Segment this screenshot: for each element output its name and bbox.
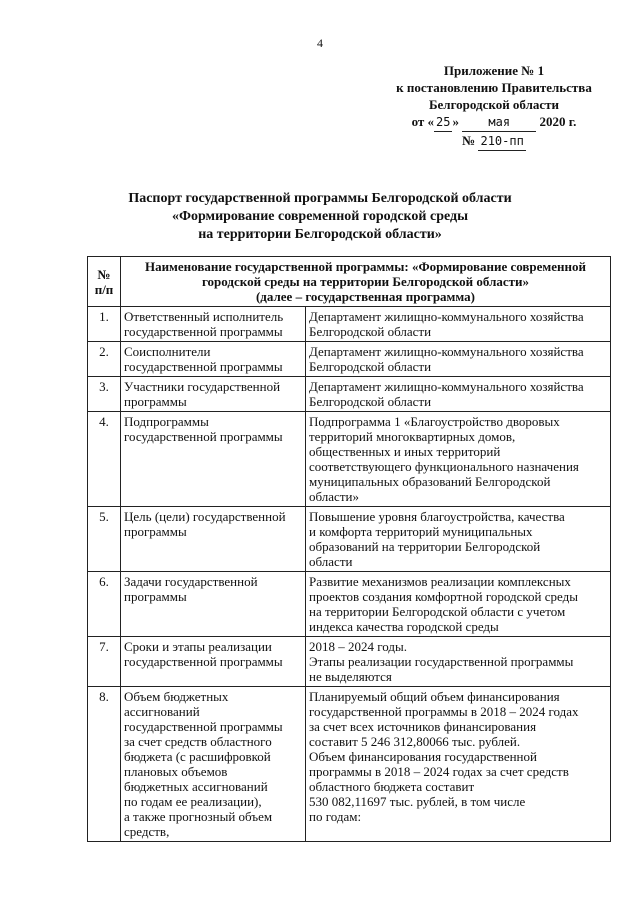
row-number: 1.: [88, 307, 121, 342]
row-label-line: Участники государственной: [124, 379, 281, 394]
row-label-line: по годам ее реализации),: [124, 794, 262, 809]
row-label-line: за счет средств областного: [124, 734, 272, 749]
row-label-line: Подпрограммы: [124, 414, 209, 429]
row-number: 2.: [88, 342, 121, 377]
row-value-line: проектов создания комфортной городской среды: [309, 589, 578, 604]
header-line: (далее – государственная программа): [255, 289, 476, 304]
appendix-number: [384, 132, 604, 151]
row-label-line: Задачи государственной: [124, 574, 258, 589]
number-prefix: №: [462, 133, 476, 148]
row-label: [121, 507, 306, 572]
row-value-line: не выделяются: [309, 669, 392, 684]
appendix-block: [384, 62, 604, 151]
passport-table: [87, 256, 611, 842]
title-line: «Формирование современной городской среды: [171, 209, 469, 224]
date-month: мая: [462, 114, 536, 132]
row-value-line: Подпрограмма 1 «Благоустройство дворовых: [309, 414, 560, 429]
row-value-line: образований на территории Белгородской: [309, 539, 541, 554]
row-value-line: Развитие механизмов реализации комплексных: [309, 574, 571, 589]
row-label-line: средств,: [124, 824, 170, 839]
row-value-line: областного бюджета составит: [309, 779, 475, 794]
row-value-line: муниципальных образований Белгородской: [309, 474, 551, 489]
row-value-line: по годам:: [309, 809, 362, 824]
row-value-line: Департамент жилищно-коммунального хозяйства: [309, 309, 584, 324]
row-label-line: ассигнований: [124, 704, 200, 719]
row-value-line: государственной программы в 2018 – 2024 годах: [309, 704, 579, 719]
row-value: [306, 572, 611, 637]
row-label: [121, 377, 306, 412]
row-label-line: а также прогнозный объем: [124, 809, 273, 824]
row-number: 5.: [88, 507, 121, 572]
row-value-line: области: [309, 554, 353, 569]
row-label-line: Сроки и этапы реализации: [124, 639, 272, 654]
row-number: 3.: [88, 377, 121, 412]
row-value-line: составит 5 246 312,80066 тыс. рублей.: [309, 734, 521, 749]
row-label: [121, 342, 306, 377]
row-value: [306, 412, 611, 507]
row-value-line: Белгородской области: [309, 394, 432, 409]
table-row: [88, 637, 611, 687]
row-label-line: программы: [124, 394, 187, 409]
date-prefix: от «: [411, 114, 435, 129]
row-label: [121, 412, 306, 507]
row-value-line: и комфорта территорий муниципальных: [309, 524, 533, 539]
table-header-row: [88, 257, 611, 307]
row-value-line: Департамент жилищно-коммунального хозяйства: [309, 344, 584, 359]
row-value: [306, 507, 611, 572]
row-value-line: области»: [309, 489, 359, 504]
title-line: Паспорт государственной программы Белгородской области: [128, 191, 512, 206]
row-number: 4.: [88, 412, 121, 507]
row-label: [121, 637, 306, 687]
row-value: [306, 687, 611, 842]
row-label-line: государственной программы: [124, 429, 283, 444]
table-row: [88, 572, 611, 637]
row-value-line: Белгородской области: [309, 324, 432, 339]
row-label-line: государственной программы: [124, 359, 283, 374]
header-number-line: п/п: [94, 281, 114, 297]
row-value: [306, 637, 611, 687]
row-number: 8.: [88, 687, 121, 842]
row-value-line: территорий многоквартирных домов,: [309, 429, 516, 444]
row-value-line: Планируемый общий объем финансирования: [309, 689, 560, 704]
row-value-line: программы в 2018 – 2024 годах за счет средств: [309, 764, 569, 779]
row-label-line: Цель (цели) государственной: [124, 509, 286, 524]
date-day: 25: [434, 114, 452, 132]
table-row: [88, 307, 611, 342]
number-value: 210-пп: [478, 133, 525, 151]
row-number: 6.: [88, 572, 121, 637]
row-label-line: Ответственный исполнитель: [124, 309, 284, 324]
row-value-line: на территории Белгородской области с учетом: [309, 604, 566, 619]
header-line: городской среды на территории Белгородской области»: [201, 274, 530, 289]
row-value-line: за счет всех источников финансирования: [309, 719, 537, 734]
row-label-line: программы: [124, 524, 187, 539]
row-value-line: общественных и иных территорий: [309, 444, 501, 459]
row-label: [121, 572, 306, 637]
row-value-line: Этапы реализации государственной программы: [309, 654, 574, 669]
row-value-line: 2018 – 2024 годы.: [309, 639, 407, 654]
header-number-line: №: [97, 266, 111, 282]
header-number-cell: [88, 257, 121, 307]
row-label-line: Соисполнители: [124, 344, 211, 359]
table-row: [88, 412, 611, 507]
row-label-line: программы: [124, 589, 187, 604]
row-label-line: бюджета (с расшифровкой: [124, 749, 271, 764]
row-label-line: Объем бюджетных: [124, 689, 229, 704]
row-value-line: Повышение уровня благоустройства, качества: [309, 509, 565, 524]
row-value: [306, 307, 611, 342]
row-label-line: плановых объемов: [124, 764, 228, 779]
row-value: [306, 342, 611, 377]
header-program-name: [121, 257, 611, 307]
row-value-line: соответствующего функционального назначения: [309, 459, 579, 474]
header-line: Наименование государственной программы: «Формирование современной: [144, 259, 587, 274]
table-row: [88, 377, 611, 412]
page-number: 4: [317, 36, 323, 50]
passport-title: [80, 190, 560, 244]
row-label-line: государственной программы: [124, 324, 283, 339]
date-mid: »: [452, 114, 459, 129]
title-line: на территории Белгородской области»: [198, 227, 442, 242]
appendix-region: Белгородской области: [428, 97, 560, 112]
row-label: [121, 687, 306, 842]
table-row: [88, 342, 611, 377]
row-value-line: индекса качества городской среды: [309, 619, 499, 634]
date-year: 2020 г.: [539, 114, 577, 129]
appendix-resolution: к постановлению Правительства: [396, 80, 592, 95]
row-label-line: государственной программы: [124, 719, 283, 734]
table-row: [88, 687, 611, 842]
row-value: [306, 377, 611, 412]
appendix-title: Приложение № 1: [443, 63, 545, 78]
table-row: [88, 507, 611, 572]
row-value-line: Белгородской области: [309, 359, 432, 374]
row-label-line: бюджетных ассигнований: [124, 779, 268, 794]
row-number: 7.: [88, 637, 121, 687]
row-value-line: 530 082,11697 тыс. рублей, в том числе: [309, 794, 526, 809]
row-label-line: государственной программы: [124, 654, 283, 669]
row-value-line: Объем финансирования государственной: [309, 749, 537, 764]
row-value-line: Департамент жилищно-коммунального хозяйства: [309, 379, 584, 394]
row-label: [121, 307, 306, 342]
appendix-date: [384, 113, 604, 132]
